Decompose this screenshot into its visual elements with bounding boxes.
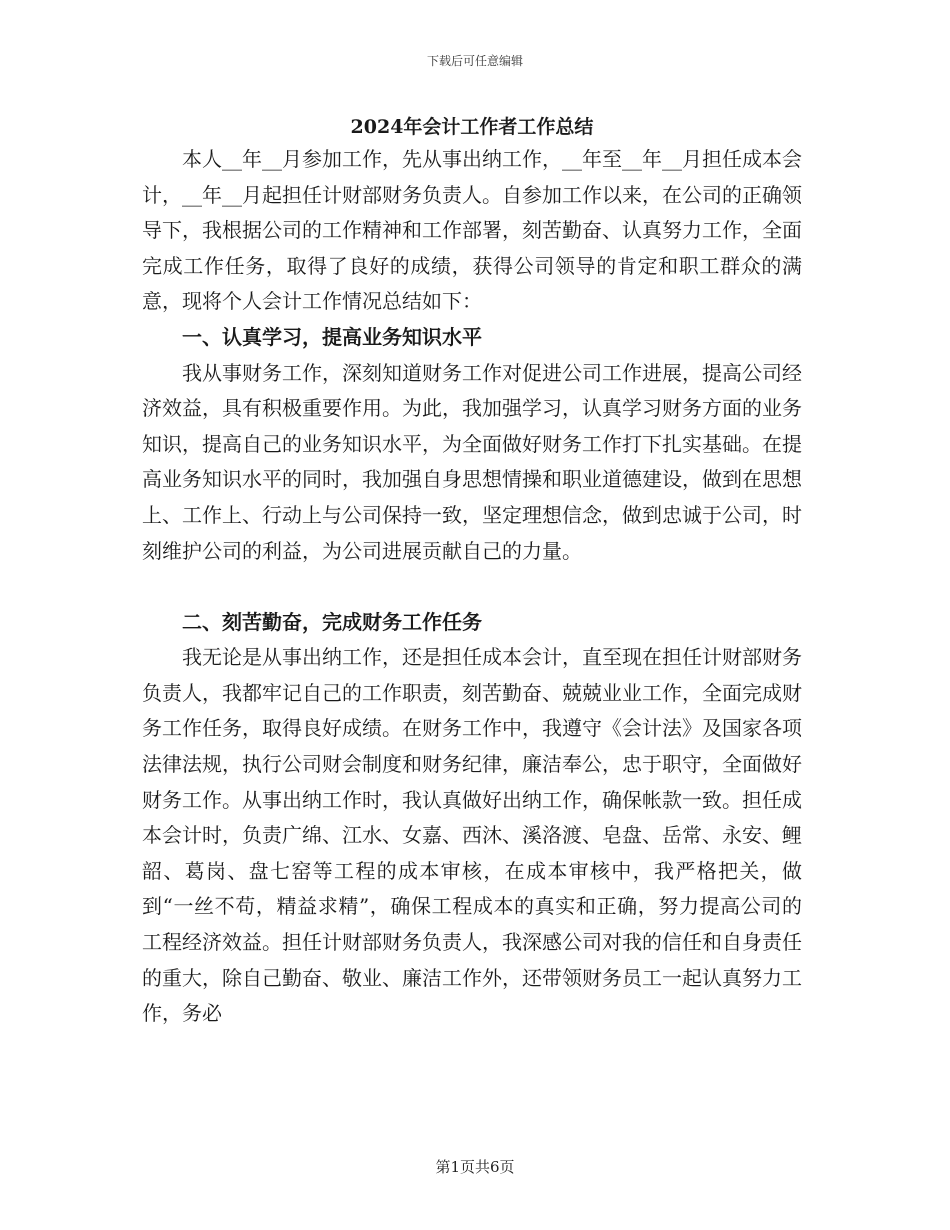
document-body <box>142 112 802 1067</box>
intro-paragraph: 本人__年__月参加工作，先从事出纳工作，__年至__年__月担任成本会计，__年__月起担任计财部财务负责人。自参加工作以来，在公司的正确领导下，我根据公司的工作精神和工作部署，刻苦勤奋、认真努力工作，全面完成工作任务，取得了良好的成绩，获得公司领导的肯定和职工群众的满意，现将个人会计工作情况总结如下： <box>142 147 802 314</box>
section-body-2: 我无论是从事出纳工作，还是担任成本会计，直至现在担任计财部财务负责人，我都牢记自己的工作职责，刻苦勤奋、兢兢业业工作，全面完成财务工作任务，取得良好成绩。在财务工作中，我遵守《会计法》及国家各项法律法规，执行公司财会制度和财务纪律，廉洁奉公，忠于职守，全面做好财务工作。从事出纳工作时，我认真做好出纳工作，确保帐款一致。担任成本会计时，负责广绵、江水、女嘉、西沐、溪洛渡、皂盘、岳常、永安、鲤韶、葛岗、盘七窑等工程的成本审核，在成本审核中，我严格把关，做到“一丝不苟，精益求精”，确保工程成本的真实和正确，努力提高公司的工程经济效益。担任计财部财务负责人，我深感公司对我的信任和自身责任的重大，除自己勤奋、敬业、廉洁工作外，还带领财务员工一起认真努力工作，务必 <box>142 645 802 1026</box>
section-heading-2: 二、刻苦勤奋，完成财务工作任务 <box>182 609 482 634</box>
section-body-1: 我从事财务工作，深刻知道财务工作对促进公司工作进展，提高公司经济效益，具有积极重要作用。为此，我加强学习，认真学习财务方面的业务知识，提高自己的业务知识水平，为全面做好财务工作打下扎实基础。在提高业务知识水平的同时，我加强自身思想情操和职业道德建设，做到在思想上、工作上、行动上与公司保持一致，坚定理想信念，做到忠诚于公司，时刻维护公司的利益，为公司进展贡献自己的力量。 <box>142 360 802 563</box>
page-number: 第1页共6页 <box>435 1158 515 1176</box>
document-title: 2024年会计工作者工作总结 <box>350 116 594 138</box>
section-heading-1: 一、认真学习，提高业务知识水平 <box>182 325 482 349</box>
page-header-note: 下载后可任意编辑 <box>426 54 523 68</box>
